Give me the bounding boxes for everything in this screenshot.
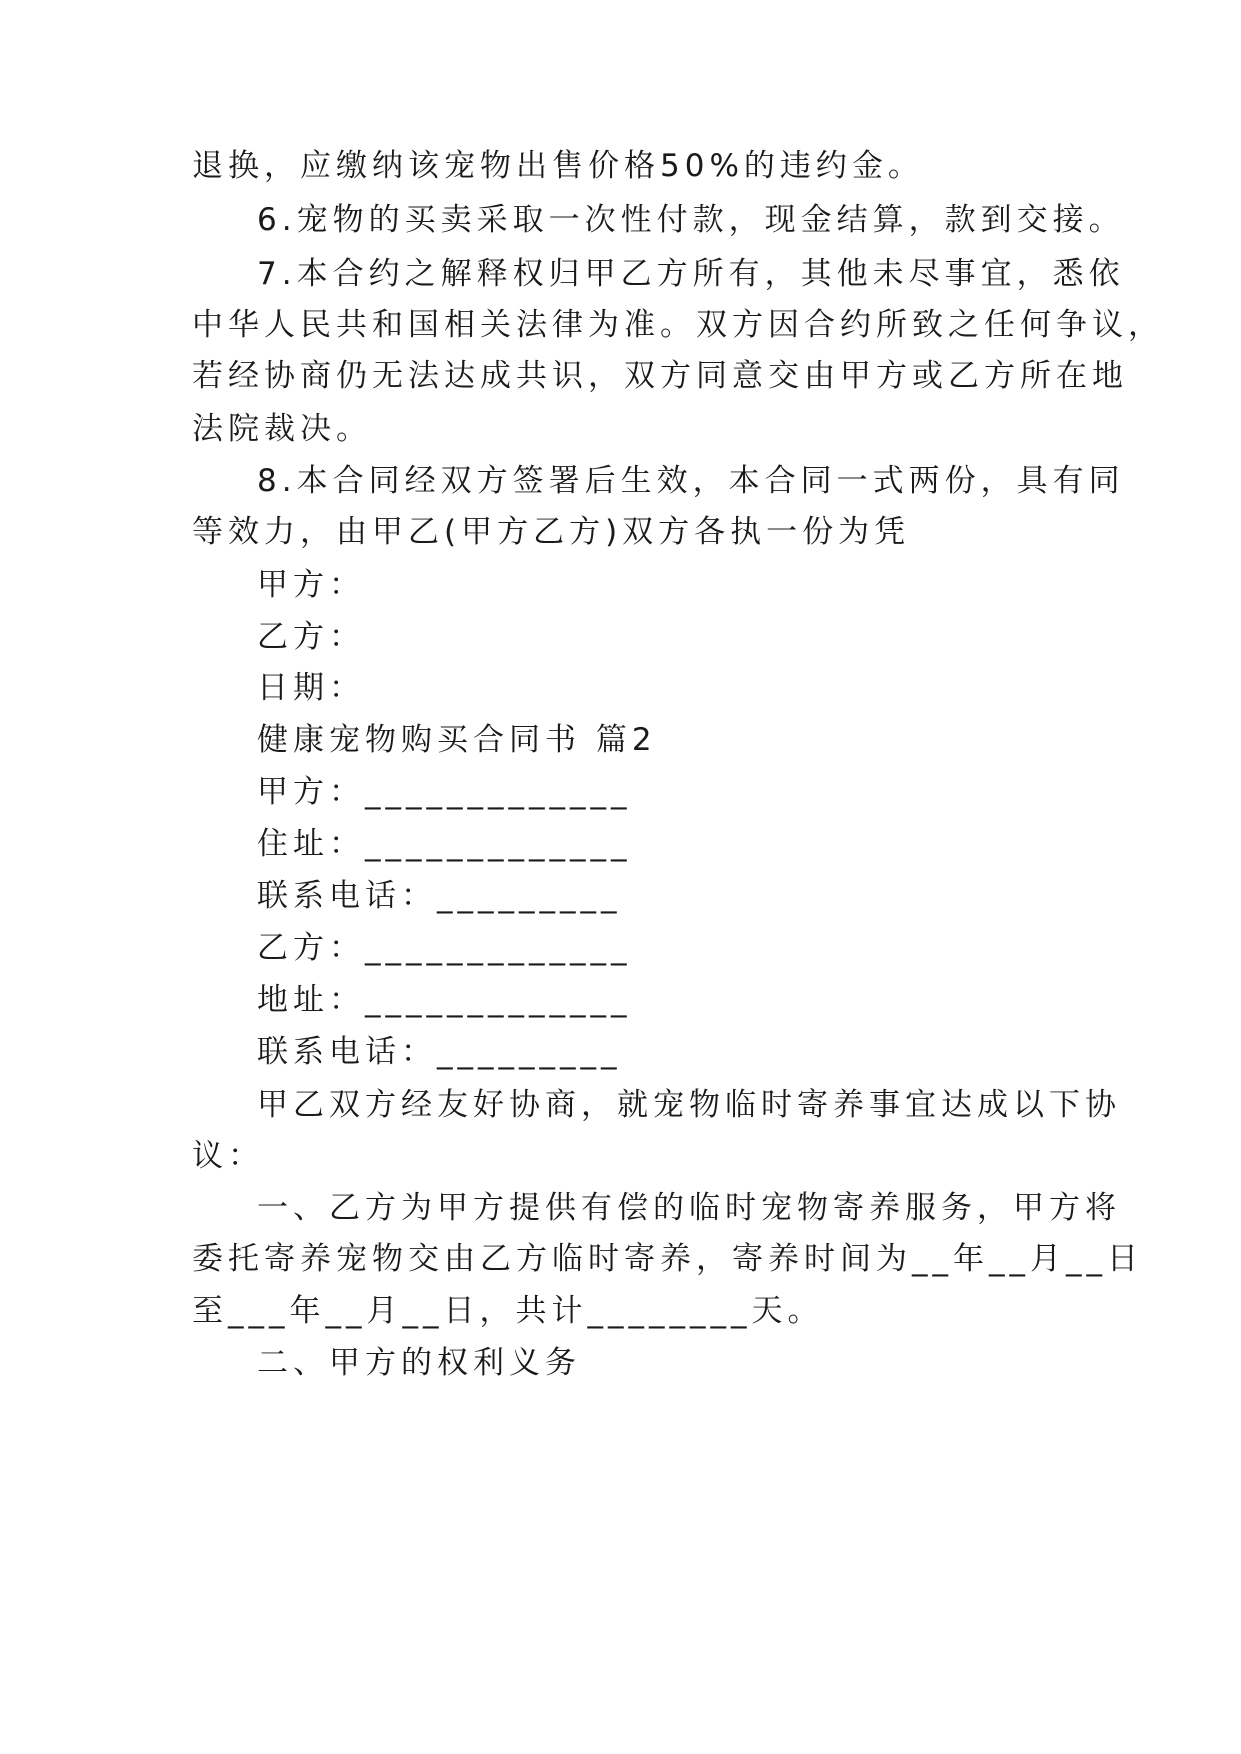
text-line-20: 议： — [192, 1138, 264, 1174]
section-heading: 健康宠物购买合同书 篇2 — [257, 722, 657, 758]
field-phone-a: 联系电话：_________ — [257, 878, 622, 914]
text-line-24: 二、甲方的权利义务 — [257, 1345, 581, 1381]
field-address-a: 住址：_____________ — [257, 826, 632, 862]
text-line-3: 7.本合约之解释权归甲乙方所有，其他未尽事宜，悉依 — [257, 256, 1125, 292]
text-line-6: 法院裁决。 — [192, 411, 372, 447]
text-line-21: 一、乙方为甲方提供有偿的临时宠物寄养服务，甲方将 — [257, 1190, 1121, 1226]
field-party-a: 甲方：_____________ — [257, 774, 632, 810]
text-line-23: 至___年__月__日，共计________天。 — [192, 1293, 824, 1329]
field-address-b: 地址：_____________ — [257, 982, 632, 1018]
field-phone-b: 联系电话：_________ — [257, 1034, 622, 1070]
text-line-4: 中华人民共和国相关法律为准。双方因合约所致之任何争议， — [192, 307, 1164, 343]
text-line-19: 甲乙双方经友好协商，就宠物临时寄养事宜达成以下协 — [257, 1087, 1121, 1123]
text-line-5: 若经协商仍无法达成共识，双方同意交由甲方或乙方所在地 — [192, 358, 1128, 394]
text-line-2: 6.宠物的买卖采取一次性付款，现金结算，款到交接。 — [257, 202, 1125, 238]
signature-date: 日期： — [257, 670, 365, 706]
text-line-8: 等效力，由甲乙(甲方乙方)双方各执一份为凭 — [192, 514, 911, 550]
text-line-22: 委托寄养宠物交由乙方临时寄养，寄养时间为__年__月__日 — [192, 1241, 1143, 1277]
field-party-b: 乙方：_____________ — [257, 930, 632, 966]
text-line-7: 8.本合同经双方签署后生效，本合同一式两份，具有同 — [257, 463, 1125, 499]
signature-party-a: 甲方： — [257, 567, 365, 603]
signature-party-b: 乙方： — [257, 619, 365, 655]
text-line-1: 退换，应缴纳该宠物出售价格50%的违约金。 — [192, 148, 924, 184]
